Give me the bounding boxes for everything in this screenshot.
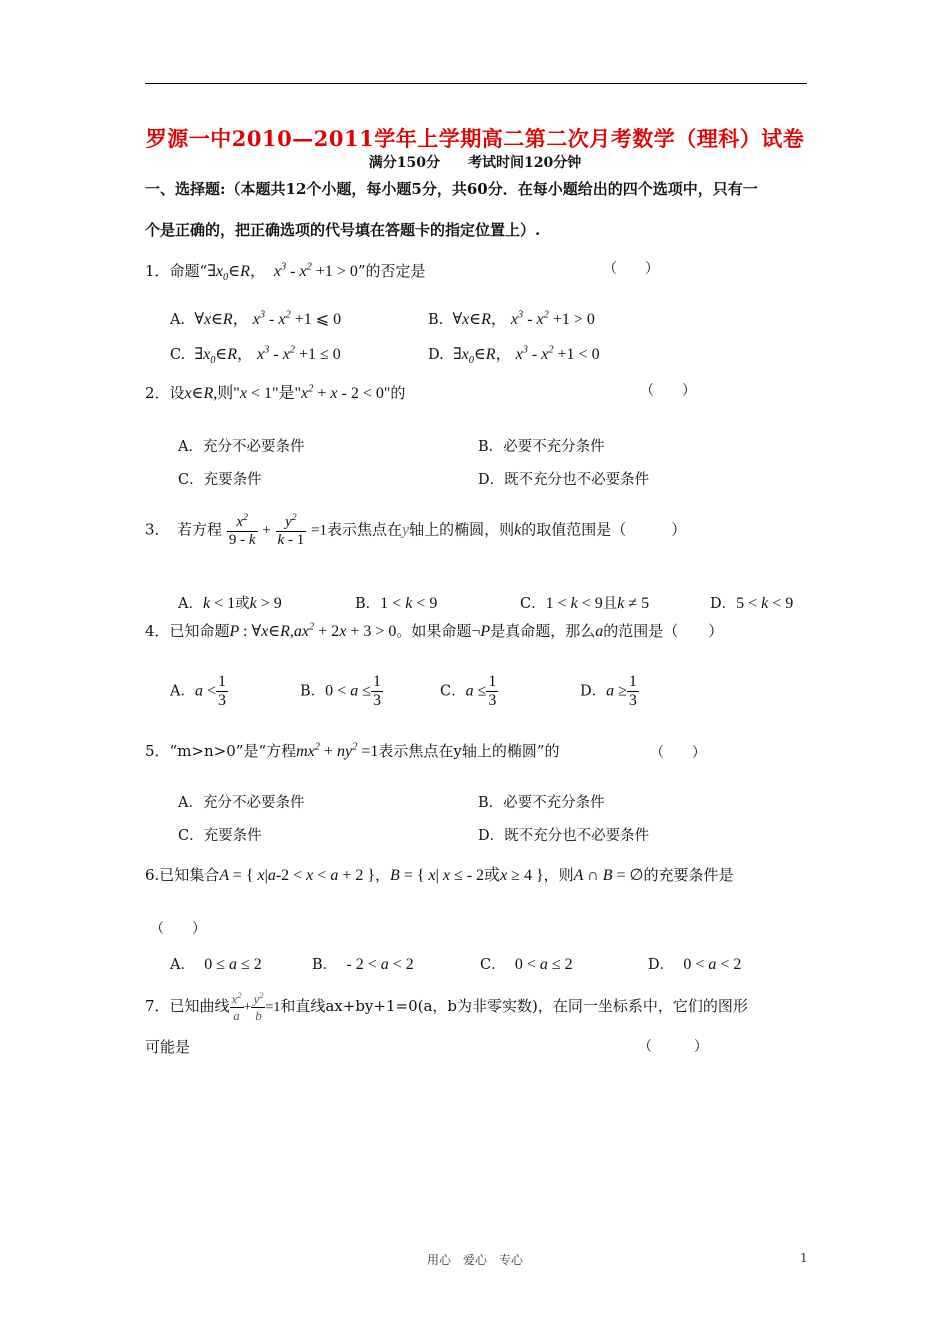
q4-option-d: D．a ≥ $\frac{1}{3}$ bbox=[580, 673, 637, 709]
question-7: 7．已知曲线 $\frac{x^2}{a}$ + $\frac{y^2}{b}$ =1和直线ax+by+1=0(a，b为非零实数)，在同一坐标系中，它们的图形 bbox=[145, 990, 748, 1024]
q2-formula: x∈R,则"x < 1"是"$x^2 + x - 2 < 0$" bbox=[184, 383, 391, 402]
q6-answer-paren: （ ） bbox=[150, 921, 206, 937]
q5-option-a: A．充分不必要条件 bbox=[178, 795, 305, 811]
q3-option-d: D．5 < k < 9 bbox=[710, 595, 794, 612]
q1-option-a: A. ∀x∈R， $x^3 - x^2 +1$ ⩽ 0 bbox=[170, 309, 342, 328]
q2-option-a: A．充分不必要条件 bbox=[178, 439, 305, 455]
q1-answer-paren: （ ） bbox=[603, 261, 659, 277]
q6-set-b: B = { x| x ≤ - 2或x ≥ 4 } bbox=[390, 865, 544, 884]
q6-option-b: B． - 2 < a < 2 bbox=[312, 956, 414, 973]
q1-option-b: B. ∀x∈R， $x^3 - x^2 +1 > 0$ bbox=[428, 309, 595, 328]
q6-set-a: A = { x|a-2 < x < a + 2 } bbox=[219, 867, 376, 884]
q6-option-c: C． 0 < a ≤ 2 bbox=[480, 956, 573, 973]
q3-option-c: C．1 < k < 9且k ≠ 5 bbox=[520, 595, 650, 612]
question-3: 3． 若方程 $\frac{x^2}{9 - k}$ + $\frac{y^2}{k - 1}$ =1表示焦点在y轴上的椭圆，则k的取值范围是（ ） bbox=[145, 512, 687, 548]
q5-option-d: D．既不充分也不必要条件 bbox=[478, 828, 650, 844]
q1-prefix: 1．命题“ bbox=[145, 262, 208, 280]
question-5: 5．“m>n>0”是“方程$mx^2 + ny^2 =1$表示焦点在y轴上的椭圆”的 bbox=[145, 741, 560, 760]
q7-answer-paren: （ ） bbox=[638, 1039, 708, 1055]
q6-option-a: A． 0 ≤ a ≤ 2 bbox=[170, 956, 262, 973]
q4-option-b: B．0 < a ≤ $\frac{1}{3}$ bbox=[300, 673, 381, 709]
q7-frac-2: $\frac{y^2}{b}$ bbox=[253, 990, 264, 1024]
q3-option-a: A．k < 1或k > 9 bbox=[178, 595, 282, 612]
question-1 bbox=[145, 258, 426, 283]
page-number: 1 bbox=[800, 1251, 808, 1265]
page-footer: 用心 爱心 专心 bbox=[426, 1253, 523, 1267]
q5-option-b: B．必要不充分条件 bbox=[478, 795, 605, 811]
q2-option-d: D．既不充分也不必要条件 bbox=[478, 472, 650, 488]
question-4: 4．已知命题P : $\forall x\in R,ax^2 + 2x + 3 > 0$。如果命题¬P是真命题，那么a的范围是（ ） bbox=[145, 621, 724, 640]
q1-option-c: C. $\exists x_0\in R$， $x^3 - x^2 +1 \le 0$ bbox=[170, 344, 341, 367]
q5-answer-paren: （ ） bbox=[650, 745, 706, 761]
q3-frac-1: $\frac{x^2}{9 - k}$ bbox=[228, 512, 256, 548]
question-2: 2．设x∈R,则"x < 1"是"$x^2 + x - 2 < 0$"的 bbox=[145, 383, 406, 402]
q2-option-b: B．必要不充分条件 bbox=[478, 439, 605, 455]
q1-option-d: D. $\exists x_0\in R$， $x^3 - x^2 +1 < 0$ bbox=[428, 344, 600, 367]
q5-formula: $mx^2 + ny^2 =1$ bbox=[296, 741, 379, 760]
q5-option-c: C．充要条件 bbox=[178, 828, 262, 844]
q2-option-c: C．充要条件 bbox=[178, 472, 262, 488]
q7-frac-1: $\frac{x^2}{a}$ bbox=[231, 990, 242, 1024]
q3-option-b: B．1 < k < 9 bbox=[355, 595, 438, 612]
section-instructions-line2: 个是正确的，把正确选项的代号填在答题卡的指定位置上）. bbox=[145, 221, 541, 239]
q3-frac-2: $\frac{y^2}{k - 1}$ bbox=[277, 512, 305, 548]
exam-subtitle: 满分150分 考试时间120分钟 bbox=[368, 155, 582, 171]
q2-answer-paren: （ ） bbox=[640, 383, 696, 399]
q1-suffix: ”的否定是 bbox=[357, 262, 426, 280]
section-instructions-line1: 一、选择题:（本题共12个小题，每小题5分，共60分．在每小题给出的四个选项中，只有一 bbox=[145, 180, 758, 198]
question-7-line2: 可能是 bbox=[145, 1038, 191, 1056]
question-6: 6.已知集合A = { x|a-2 < x < a + 2 }，B = { x| x ≤ - 2或x ≥ 4 }，则A ∩ B = ∅的充要条件是 bbox=[145, 865, 734, 884]
header-rule bbox=[145, 83, 807, 84]
q1-formula: $\exists x_0\in R$， $x^3 - x^2 +1 > 0$ bbox=[207, 261, 358, 284]
q4-option-a: A．a < $\frac{1}{3}$ bbox=[170, 673, 227, 709]
q6-option-d: D． 0 < a < 2 bbox=[648, 956, 742, 973]
exam-title: 罗源一中2010—2011学年上学期高二第二次月考数学（理科）试卷 bbox=[145, 126, 805, 151]
q4-formula: P : $\forall x\in R,ax^2 + 2x + 3 > 0$ bbox=[229, 621, 397, 640]
q4-option-c: C．a ≤ $\frac{1}{3}$ bbox=[440, 673, 497, 709]
